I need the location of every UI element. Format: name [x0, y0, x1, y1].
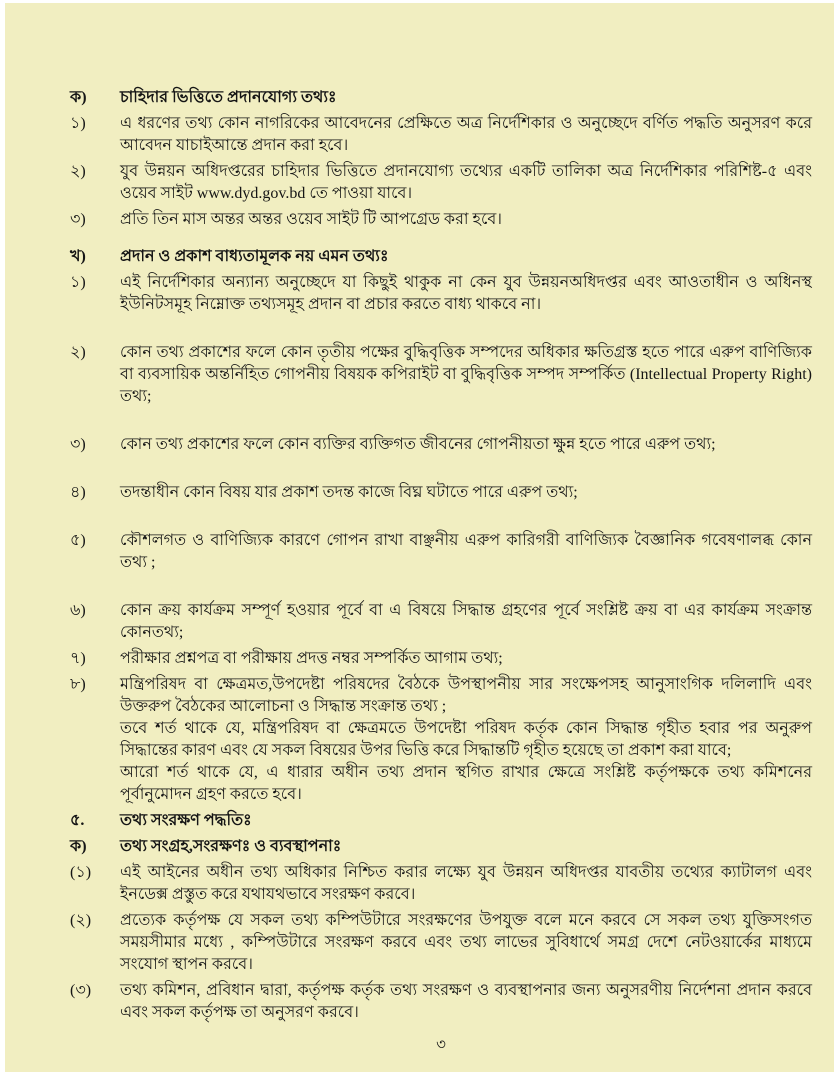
item-body [120, 161, 812, 205]
item-body [120, 342, 812, 408]
list-item [70, 209, 812, 231]
item-body [120, 600, 812, 644]
section-heading: তথ্য সংরক্ষণ পদ্ধতিঃ [120, 812, 252, 829]
item-label: ৭) [70, 650, 86, 667]
list-item [70, 161, 812, 205]
item-paragraph: কোন তথ্য প্রকাশের ফলে কোন তৃতীয় পক্ষের বুদ্ধিবৃত্তিক সম্পদের অধিকার ক্ষতিগ্রস্ত হতে পারে এরুপ বাণিজ্যিক বা ব্যবসায়িক অন্তর্নিহিত গোপনীয় বিষয়ক কপিরাইট বা বুদ্ধিবৃত্তিক সম্পদ সম্পর্কিত (Intellectual Property Right) তথ্য; [120, 344, 812, 405]
list-item [70, 342, 812, 408]
list-item [70, 113, 812, 157]
item-body [120, 530, 812, 574]
item-label: ৬) [70, 602, 86, 619]
item-label: ৩) [70, 436, 86, 453]
item-paragraph: যুব উন্নয়ন অধিদপ্তরের চাহিদার ভিত্তিতে প্রদানযোগ্য তথ্যের একটি তালিকা অত্র নির্দেশিকার পরিশিষ্ট-৫ এবং ওয়েব সাইট www.dyd.gov.bd তে পাওয়া যাবে। [120, 163, 812, 202]
item-body [120, 648, 812, 670]
item-label: (২) [70, 912, 92, 929]
section-label: ক) [70, 838, 87, 855]
item-body [120, 674, 812, 806]
item-paragraph: আরো শর্ত থাকে যে, এ ধারার অধীন তথ্য প্রদান স্থগিত রাখার ক্ষেত্রে সংশ্লিষ্ট কর্তৃপক্ষকে তথ্য কমিশনের পূর্বানুমোদন গ্রহণ করতে হবে। [120, 764, 812, 803]
item-paragraph: প্রতি তিন মাস অন্তর অন্তর ওয়েব সাইট টি আপগ্রেড করা হবে। [120, 211, 503, 228]
document-section [70, 810, 812, 832]
section-heading-row [70, 246, 812, 268]
section-heading-row [70, 87, 812, 109]
item-body [120, 482, 812, 504]
list-item [70, 980, 812, 1024]
item-label: (৩) [70, 982, 92, 999]
item-paragraph: মন্ত্রিপরিষদ বা ক্ষেত্রমত,উপদেষ্টা পরিষদের বৈঠকে উপস্থাপনীয় সার সংক্ষেপসহ আনুসাংগিক দলিলাদি এবং উক্তরুপ বৈঠকের আলোচনা ও সিদ্ধান্ত সংক্রান্ত তথ্য ; [120, 676, 812, 715]
list-item [70, 272, 812, 316]
item-label: ১) [70, 115, 86, 132]
section-label: খ) [70, 248, 86, 265]
item-label: ৪) [70, 484, 86, 501]
item-body [120, 910, 812, 976]
item-label: ২) [70, 163, 86, 180]
item-paragraph: কৌশলগত ও বাণিজ্যিক কারণে গোপন রাখা বাঞ্ছনীয় এরুপ কারিগরী বাণিজ্যিক বৈজ্ঞানিক গবেষণালব্ধ কোন তথ্য ; [120, 532, 812, 571]
item-paragraph: এই আইনের অধীন তথ্য অধিকার নিশ্চিত করার লক্ষ্যে যুব উন্নয়ন অধিদপ্তর যাবতীয় তথ্যের ক্যাটালগ এবং ইনডেক্স প্রস্তুত করে যথাযথভাবে সংরক্ষণ করবে। [120, 864, 812, 903]
list-item [70, 910, 812, 976]
item-paragraph: এ ধরণের তথ্য কোন নাগরিকের আবেদনের প্রেক্ষিতে অত্র নির্দেশিকার ও অনুচ্ছেদে বর্ণিত পদ্ধতি অনুসরণ করে আবেদন যাচাইআন্তে প্রদান করা হবে। [120, 115, 812, 154]
item-paragraph: পরীক্ষার প্রশ্নপত্র বা পরীক্ষায় প্রদত্ত নম্বর সম্পর্কিত আগাম তথ্য; [120, 650, 503, 667]
section-heading-row [70, 810, 812, 832]
section-label: ৫. [70, 812, 85, 829]
item-paragraph: কোন তথ্য প্রকাশের ফলে কোন ব্যক্তির ব্যক্তিগত জীবনের গোপনীয়তা ক্ষুন্ন হতে পারে এরুপ তথ্য; [120, 436, 716, 453]
item-paragraph: প্রত্যেক কর্তৃপক্ষ যে সকল তথ্য কম্পিউটারে সংরক্ষণের উপযুক্ত বলে মনে করবে সে সকল তথ্য যুক্তিসংগত সময়সীমার মধ্যে , কম্পিউটারে সংরক্ষণ করবে এবং তথ্য লাভের সুবিধার্থে সমগ্র দেশে নেটওয়ার্কের মাধ্যমে সংযোগ স্থাপন করবে। [120, 912, 812, 973]
item-body [120, 434, 812, 456]
page-number: ৩ [436, 1037, 446, 1053]
item-body [120, 209, 812, 231]
item-label: (১) [70, 864, 92, 881]
item-label: ৫) [70, 532, 86, 549]
list-item [70, 862, 812, 906]
section-heading: তথ্য সংগ্রহ,সংরক্ষণঃ ও ব্যবস্থাপনাঃ [120, 838, 342, 855]
item-paragraph: তথ্য কমিশন, প্রবিধান দ্বারা, কর্তৃপক্ষ কর্তৃক তথ্য সংরক্ষণ ও ব্যবস্থাপনার জন্য অনুসরণীয় নির্দেশনা প্রদান করবে এবং সকল কর্তৃপক্ষ তা অনুসরণ করবে। [120, 982, 812, 1021]
item-body [120, 862, 812, 906]
item-paragraph: কোন ক্রয় কার্যক্রম সম্পূর্ণ হওয়ার পূর্বে বা এ বিষয়ে সিদ্ধান্ত গ্রহণের পূর্বে সংশ্লিষ্ট ক্রয় বা এর কার্যক্রম সংক্রান্ত কোনতথ্য; [120, 602, 812, 641]
item-paragraph: তদন্তাধীন কোন বিষয় যার প্রকাশ তদন্ত কাজে বিঘ্ন ঘটাতে পারে এরুপ তথ্য; [120, 484, 578, 501]
document-content [70, 83, 812, 1024]
list-item [70, 434, 812, 456]
list-item [70, 674, 812, 806]
item-label: ৩) [70, 211, 86, 228]
item-paragraph: তবে শর্ত থাকে যে, মন্ত্রিপরিষদ বা ক্ষেত্রমতে উপদেষ্টা পরিষদ কর্তৃক কোন সিদ্ধান্ত গৃহীত হবার পর অনুরুপ সিদ্ধান্তের কারণ এবং যে সকল বিষয়ের উপর ভিত্তি করে সিদ্ধান্তটি গৃহীত হয়েছে তা প্রকাশ করা যাবে; [120, 720, 812, 759]
item-body [120, 272, 812, 316]
section-heading: প্রদান ও প্রকাশ বাধ্যতামূলক নয় এমন তথ্যঃ [120, 248, 389, 265]
document-page [5, 3, 834, 1072]
item-paragraph: এই নির্দেশিকার অন্যান্য অনুচ্ছেদে যা কিছুই থাকুক না কেন যুব উন্নয়নঅধিদপ্তর এবং আওতাধীন ও অধিনস্থ ইউনিটসমূহ নিম্নোক্ত তথ্যসমূহ প্রদান বা প্রচার করতে বাধ্য থাকবে না। [120, 274, 812, 313]
item-label: ১) [70, 274, 86, 291]
item-body [120, 980, 812, 1024]
list-item [70, 482, 812, 504]
list-item [70, 600, 812, 644]
section-heading-row [70, 836, 812, 858]
document-section [70, 246, 812, 806]
list-item [70, 530, 812, 574]
document-section [70, 836, 812, 1024]
section-heading: চাহিদার ভিত্তিতে প্রদানযোগ্য তথ্যঃ [120, 89, 337, 106]
document-section [70, 87, 812, 231]
list-item [70, 648, 812, 670]
section-label: ক) [70, 89, 87, 106]
item-label: ৮) [70, 676, 86, 693]
item-body [120, 113, 812, 157]
item-label: ২) [70, 344, 86, 361]
